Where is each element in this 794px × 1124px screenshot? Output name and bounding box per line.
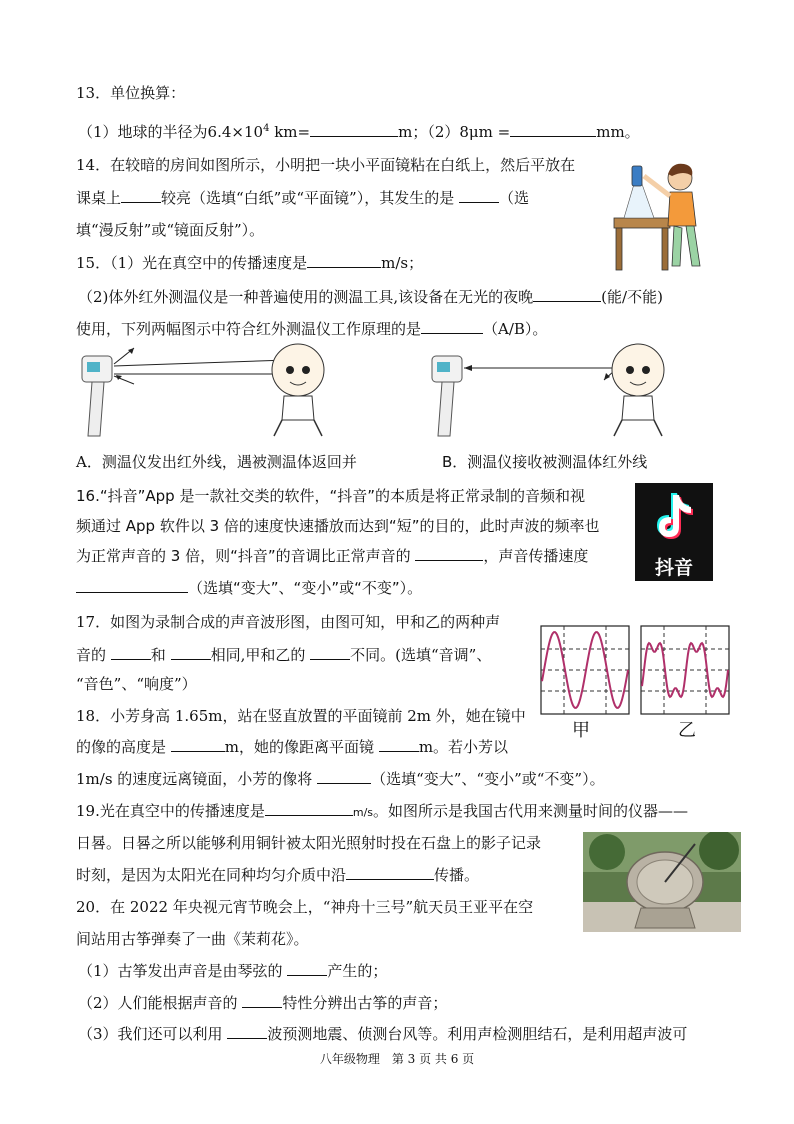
q15-line-3: 使用，下列两幅图示中符合红外测温仪工作原理的是 （A/B）。 [76, 320, 548, 338]
q18-line-3: 1m/s 的速度远离镜面，小芳的像将 （选填“变大”、“变小”或“不变”）。 [76, 770, 605, 788]
q15-figure-b [428, 340, 688, 442]
q14-experiment-figure [612, 156, 720, 272]
q15-caption-a: A．测温仪发出红外线，遇被测温体返回并 [76, 453, 357, 471]
q17-blank-2[interactable] [171, 644, 211, 660]
douyin-logo-text: 抖音 [654, 557, 693, 579]
q17-blank-1[interactable] [111, 644, 151, 660]
douyin-note-icon [635, 483, 713, 547]
q15-figure-a [78, 340, 338, 442]
sundial-photo [583, 832, 741, 932]
q17-blank-3[interactable] [310, 644, 350, 660]
q19-line-2: 日晷。日晷之所以能够利用铜针被太阳光照射时投在石盘上的影子记录 [76, 834, 542, 852]
q16-line-4: （选填“变大”、“变小”或“不变”）。 [76, 577, 422, 599]
q16-blank-2[interactable] [76, 577, 188, 593]
q14-blank-1[interactable] [121, 187, 161, 203]
douyin-logo [635, 483, 713, 581]
q14-blank-2[interactable] [459, 187, 499, 203]
q16-line-3: 为正常声音的 3 倍，则“抖音”的音调比正常声音的 ，声音传播速度 [76, 547, 589, 565]
q13-line: （1）地球的半径为$6.4\times 10^4$ km= m；（2）8μm = mm。 [78, 123, 640, 141]
page-footer: 八年级物理 第 3 页 共 6 页 [319, 1052, 475, 1066]
q15-line-2: （2)体外红外测温仪是一种普遍使用的测温工具,该设备在无光的夜晚 (能/不能) [78, 288, 663, 306]
waveform-yi [640, 625, 732, 717]
q20-line-5: （3）我们还可以利用 波预测地震、侦测台风等。利用声检测胆结石，是利用超声波可 [78, 1025, 688, 1043]
q17-line-1: 17．如图为录制合成的声音波形图，由图可知，甲和乙的两种声 [76, 613, 501, 631]
q15-blank-3[interactable] [421, 318, 483, 334]
q14-line-3: 填“漫反射”或“镜面反射”）。 [76, 221, 265, 239]
q18-line-2: 的像的高度是 m，她的像距离平面镜 m。若小芳以 [76, 738, 509, 756]
q14-line-2: 课桌上 较亮（选填“白纸”或“平面镜”），其发生的是 （选 [76, 189, 529, 207]
q13-blank-2[interactable] [510, 121, 596, 137]
q16-line-2: 频通过 App 软件以 3 倍的速度快速播放而达到“短”的目的，此时声波的频率也 [76, 517, 600, 535]
q18-blank-3[interactable] [317, 768, 371, 784]
q20-blank-1[interactable] [287, 960, 327, 976]
q13-blank-1[interactable] [310, 121, 398, 137]
q14-line-1: 14．在较暗的房间如图所示，小明把一块小平面镜粘在白纸上，然后平放在 [76, 156, 576, 174]
q17-line-2: 音的 和 相同,甲和乙的 不同。(选填“音调”、 [76, 646, 492, 664]
waveform-label-jia: 甲 [572, 720, 590, 741]
q15-line-1: 15．（1）光在真空中的传播速度是 m/s； [76, 254, 424, 272]
q20-blank-2[interactable] [242, 992, 282, 1008]
q20-line-2: 间站用古筝弹奏了一曲《茉莉花》。 [76, 930, 309, 948]
q19-blank-1[interactable] [265, 800, 353, 816]
q19-blank-2[interactable] [346, 864, 434, 880]
q17-line-3: “音色”、“响度”） [76, 675, 197, 693]
q16-blank-1[interactable] [415, 545, 483, 561]
q18-blank-2[interactable] [379, 736, 419, 752]
q19-line-1: 19.光在真空中的传播速度是 m/s。如图所示是我国古代用来测量时间的仪器—— [76, 802, 689, 820]
q15-caption-b: B．测温仪接收被测温体红外线 [442, 453, 648, 471]
q13-title: 13．单位换算： [76, 84, 186, 102]
q19-line-3: 时刻，是因为太阳光在同种均匀介质中沿 传播。 [76, 866, 480, 884]
q20-line-3: （1）古筝发出声音是由琴弦的 产生的； [78, 962, 388, 980]
q15-blank-2[interactable] [533, 286, 601, 302]
q16-line-1: 16.“抖音”App 是一款社交类的软件，“抖音”的本质是将正常录制的音频和视 [76, 487, 586, 505]
q20-blank-3[interactable] [227, 1023, 267, 1039]
q18-line-1: 18．小芳身高 1.65m，站在竖直放置的平面镜前 2m 外，她在镜中 [76, 707, 526, 725]
q15-blank-1[interactable] [307, 252, 381, 268]
waveform-jia [540, 625, 632, 717]
waveform-label-yi: 乙 [678, 720, 696, 741]
q20-line-4: （2）人们能根据声音的 特性分辨出古筝的声音； [78, 994, 448, 1012]
q20-line-1: 20．在 2022 年央视元宵节晚会上，“神舟十三号”航天员王亚平在空 [76, 898, 534, 916]
q18-blank-1[interactable] [171, 736, 225, 752]
